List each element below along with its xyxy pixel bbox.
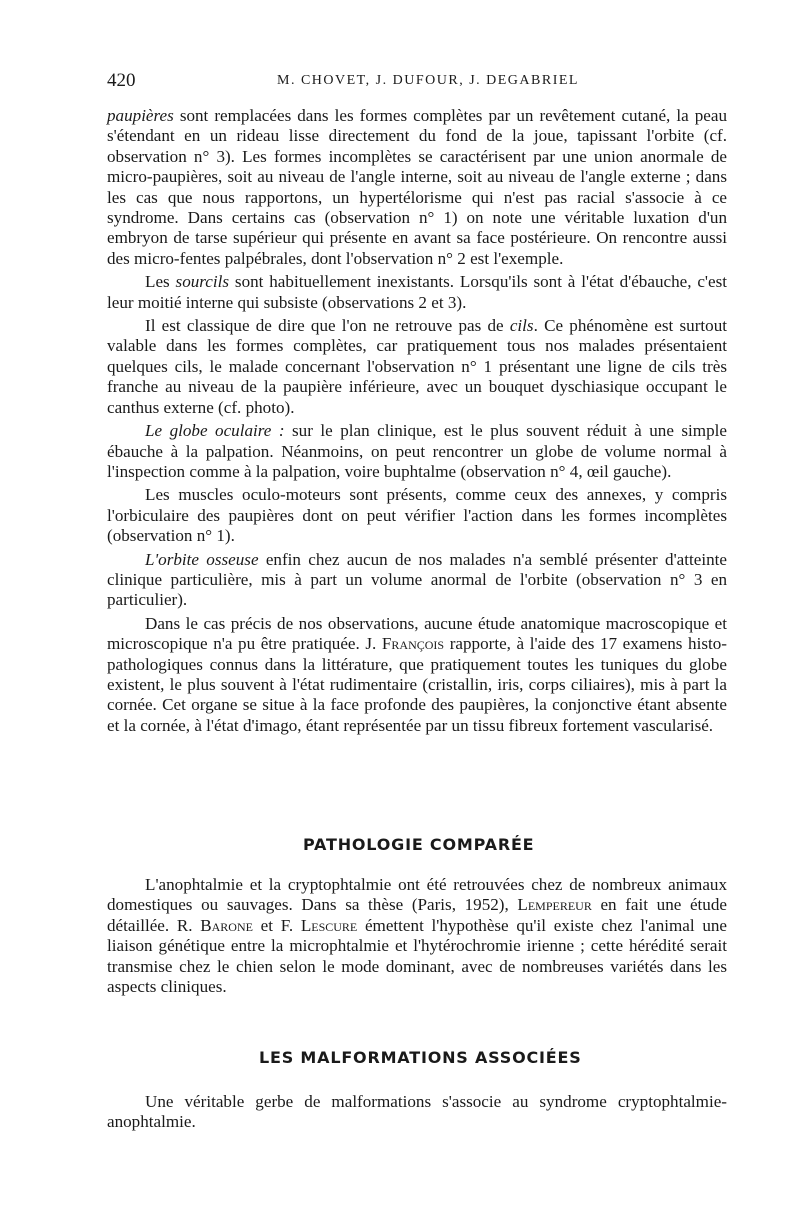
section-pathologie-comparee — [107, 875, 727, 997]
body-text-continued — [107, 106, 727, 736]
emphasis-globe-oculaire: Le globe oculaire : — [145, 421, 285, 441]
author-lescure: Lescure — [300, 915, 358, 935]
paragraph-pathologie-comparee: L'anophtalmie et la cryptophtalmie ont été retrouvées chez de nombreux animaux domestiques ou sauvages. Dans sa thèse (Paris, 1952), Lempereur en fait une étude détaillée. R. Barone et F. Lescure émettent l'hypothèse qu'il existe chez l'animal une liaison génétique entre la microphtalmie et l'hytérochromie irienne ; cette hérédité serait transmise chez le chien selon le mode dominant, avec de nombreuses variétés dans les aspects cliniques. — [107, 875, 727, 997]
paragraph-histopathologie: Dans le cas précis de nos observations, aucune étude anatomique macroscopique et microscopique n'a pu être pratiquée. J. François rapporte, à l'aide des 17 examens histo-pathologiques connus dans la littérature, que pratiquement toutes les tuniques du globe existent, le plus souvent à l'état rudimentaire (cristallin, iris, corps ciliaires), mis à part la cornée. Cet organe se situe à la face profonde des paupières, la conjonctive étant absente et la cornée, à l'état d'imago, étant représentée par un tissu fibreux fortement vascularisé. — [107, 613, 727, 735]
section-heading-pathologie-comparee: PATHOLOGIE COMPARÉE — [303, 835, 535, 854]
paragraph-orbite-osseuse: L'orbite osseuse enfin chez aucun de nos malades n'a semblé présenter d'atteinte clinique particulière, mis à part un volume anormal de l'orbite (observation n° 3 en particulier). — [107, 549, 727, 610]
author-lempereur: Lempereur — [517, 895, 592, 915]
paragraph-sourcils: Les sourcils sont habituellement inexistants. Lorsqu'ils sont à l'état d'ébauche, c'est leur moitié interne qui subsiste (observations 2 et 3). — [107, 272, 727, 312]
emphasis-orbite-osseuse: L'orbite osseuse — [145, 549, 259, 569]
paragraph-cils: Il est classique de dire que l'on ne retrouve pas de cils. Ce phénomène est surtout valable dans les formes complètes, car pratiquement tous nos malades présentaient quelques cils, le malade concernant l'observation n° 1 présentant une ligne de cils très franche au niveau de la paupière inférieure, avec un bouquet dyschiasique occupant le canthus externe (cf. photo). — [107, 316, 727, 417]
author-barone: Barone — [200, 915, 253, 935]
author-francois: François — [381, 634, 445, 654]
page-header — [107, 70, 712, 94]
running-head: M. CHOVET, J. DUFOUR, J. DEGABRIEL — [277, 73, 579, 88]
paragraph-muscles: Les muscles oculo-moteurs sont présents, comme ceux des annexes, y compris l'orbiculaire des paupières dont on peut vérifier l'action dans les formes incomplètes (observation n° 1). — [107, 485, 727, 546]
section-heading-malformations-associees: LES MALFORMATIONS ASSOCIÉES — [259, 1048, 582, 1067]
section-malformations-associees — [107, 1092, 727, 1133]
emphasis-paupieres: paupières — [107, 106, 174, 125]
paragraph-globe-oculaire: Le globe oculaire : sur le plan clinique, est le plus souvent réduit à une simple ébauche à la palpation. Néanmoins, on peut rencontrer un globe de volume normal à l'inspection comme à la palpation, voire buphtalme (observation n° 4, œil gauche). — [107, 421, 727, 481]
page-number: 420 — [107, 70, 136, 91]
paragraph-malformations: Une véritable gerbe de malformations s'associe au syndrome cryptophtalmie-anophtalmie. — [107, 1092, 727, 1132]
emphasis-cils: cils — [509, 316, 534, 336]
paragraph-paupieres: paupières sont remplacées dans les formes complètes par un revêtement cutané, la peau s'étendant en un rideau lisse directement du fond de la joue, tapissant l'orbite (cf. observation n° 3). Les formes incomplètes se caractérisent par une union anormale de micro-paupières, soit au niveau de l'angle interne, soit au niveau de l'angle externe ; dans les cas que nous rapportons, un hypertélorisme qui n'est pas racial s'associe à ce syndrome. Dans certains cas (observation n° 1) on note une véritable luxation d'un embryon de tarse supérieur qui présente en avant sa face postérieure. On rencontre aussi des micro-fentes palpébrales, dont l'observation n° 2 est l'exemple. — [107, 106, 727, 268]
emphasis-sourcils: sourcils — [175, 272, 230, 292]
